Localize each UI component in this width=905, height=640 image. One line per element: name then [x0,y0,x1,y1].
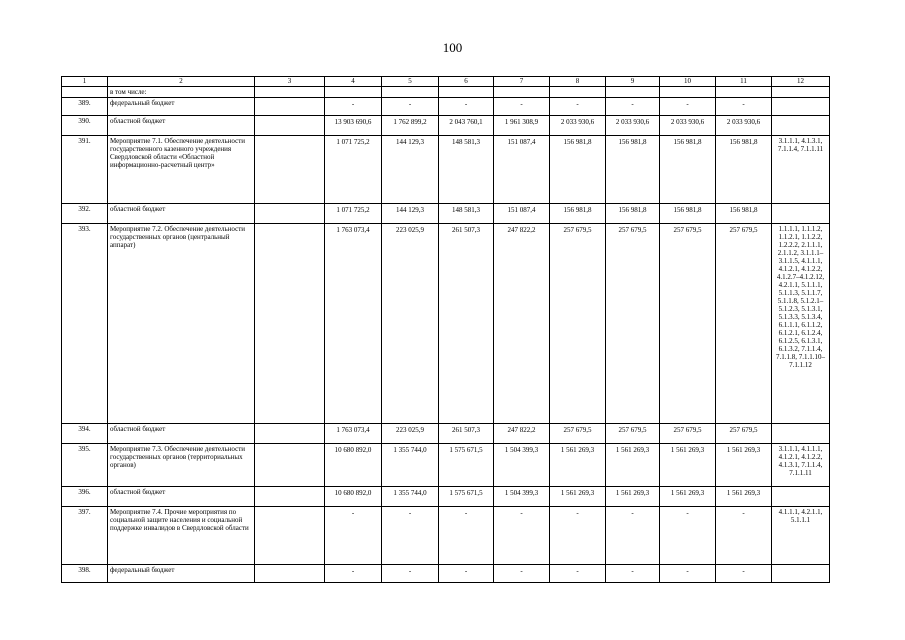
item-name-cell: областной бюджет [108,204,255,224]
amount-cell: - [550,565,606,583]
column-3-cell [255,204,325,224]
amount-cell: 1 762 899,2 [382,116,439,136]
amount-cell: - [660,565,716,583]
amount-cell [660,87,716,98]
amount-cell: 2 033 930,6 [606,116,660,136]
amount-cell: 2 033 930,6 [660,116,716,136]
target-reference-cell: 3.1.1.1, 4.1.1.1, 4.1.2.1, 4.1.2.2, 4.1.3.1, 7.1.1.4, 7.1.1.11 [772,444,830,487]
target-reference-cell [772,87,830,98]
amount-cell: 257 679,5 [660,424,716,444]
amount-cell [716,87,772,98]
target-reference-cell: 4.1.1.1, 4.2.1.1, 5.1.1.1 [772,507,830,565]
table-row [62,116,830,136]
amount-cell: - [494,507,550,565]
item-name-cell: в том числе: [108,87,255,98]
amount-cell: - [382,507,439,565]
row-number-cell: 395. [62,444,108,487]
column-header: 3 [255,77,325,87]
item-name-cell: федеральный бюджет [108,565,255,583]
amount-cell: - [550,98,606,116]
amount-cell: 1 561 269,3 [550,487,606,507]
amount-cell: - [606,507,660,565]
column-header: 1 [62,77,108,87]
row-number-cell [62,87,108,98]
table-row [62,87,830,98]
amount-cell: 261 507,3 [439,424,494,444]
column-header: 9 [606,77,660,87]
amount-cell: - [382,565,439,583]
amount-cell: 148 581,3 [439,136,494,204]
amount-cell: 156 981,8 [550,204,606,224]
item-name-cell: областной бюджет [108,487,255,507]
target-reference-cell: 3.1.1.1, 4.1.3.1, 7.1.1.4, 7.1.1.11 [772,136,830,204]
amount-cell: - [325,98,382,116]
amount-cell: 151 087,4 [494,136,550,204]
amount-cell: - [325,565,382,583]
amount-cell: 1 504 399,3 [494,444,550,487]
amount-cell: 156 981,8 [550,136,606,204]
row-number-cell: 393. [62,224,108,424]
item-name-cell: Мероприятие 7.3. Обеспечение деятельности государственных органов (территориальных органов) [108,444,255,487]
amount-cell: 1 561 269,3 [660,444,716,487]
column-header: 2 [108,77,255,87]
amount-cell: 1 561 269,3 [716,487,772,507]
amount-cell: 1 561 269,3 [550,444,606,487]
target-reference-cell [772,204,830,224]
column-header: 12 [772,77,830,87]
column-3-cell [255,487,325,507]
amount-cell: 156 981,8 [716,204,772,224]
amount-cell: 10 680 892,0 [325,444,382,487]
column-3-cell [255,136,325,204]
amount-cell: 156 981,8 [716,136,772,204]
row-number-cell: 394. [62,424,108,444]
amount-cell: 257 679,5 [606,224,660,424]
amount-cell: 2 043 760,1 [439,116,494,136]
amount-cell: 1 763 073,4 [325,424,382,444]
amount-cell: - [550,507,606,565]
amount-cell: 1 504 399,3 [494,487,550,507]
amount-cell: - [606,98,660,116]
amount-cell: - [716,98,772,116]
row-number-cell: 397. [62,507,108,565]
amount-cell: 257 679,5 [660,224,716,424]
amount-cell: - [439,507,494,565]
target-reference-cell [772,565,830,583]
column-3-cell [255,507,325,565]
amount-cell: 1 071 725,2 [325,136,382,204]
amount-cell: 257 679,5 [716,424,772,444]
amount-cell: 151 087,4 [494,204,550,224]
amount-cell: 13 903 690,6 [325,116,382,136]
amount-cell: 257 679,5 [716,224,772,424]
target-reference-cell: 1.1.1.1, 1.1.1.2, 1.1.2.1, 1.1.2.2, 1.2.2.2, 2.1.1.1, 2.1.1.2, 3.1.1.1– 3.1.1.5, 4.1.1.1, 4.1.2.1, 4.1.2.2, 4.1.2.7–4.1.2.12, 4.2.1.1, 5.1.1.1, 5.1.1.3, 5.1.1.7, 5.1.1.8, 5.1.2.1– 5.1.2.3, 5.1.3.1, 5.1.3.3, 5.1.3.4, 6.1.1.1, 6.1.1.2, 6.1.2.1, 6.1.2.4, 6.1.2.5, 6.1.3.1, 6.1.3.2, 7.1.1.4, 7.1.1.8, 7.1.1.10– 7.1.1.12 [772,224,830,424]
column-3-cell [255,565,325,583]
row-number-cell: 390. [62,116,108,136]
amount-cell: 1 561 269,3 [660,487,716,507]
column-header: 6 [439,77,494,87]
amount-cell: 2 033 930,6 [716,116,772,136]
amount-cell: 1 575 671,5 [439,444,494,487]
amount-cell: 1 763 073,4 [325,224,382,424]
target-reference-cell [772,424,830,444]
amount-cell: 223 025,9 [382,224,439,424]
amount-cell: - [439,565,494,583]
table-row [62,136,830,204]
amount-cell: 1 355 744,0 [382,444,439,487]
amount-cell: 257 679,5 [550,224,606,424]
amount-cell: - [325,507,382,565]
row-number-cell: 391. [62,136,108,204]
amount-cell: 1 561 269,3 [716,444,772,487]
column-3-cell [255,424,325,444]
item-name-cell: областной бюджет [108,116,255,136]
target-reference-cell [772,116,830,136]
table-row [62,424,830,444]
column-3-cell [255,87,325,98]
row-number-cell: 396. [62,487,108,507]
column-header: 10 [660,77,716,87]
amount-cell: 261 507,3 [439,224,494,424]
amount-cell: 156 981,8 [660,136,716,204]
amount-cell: 1 071 725,2 [325,204,382,224]
column-3-cell [255,98,325,116]
budget-table [61,76,830,583]
item-name-cell: Мероприятие 7.4. Прочие мероприятия по социальной защите населения и социальной поддержке инвалидов в Свердловской области [108,507,255,565]
amount-cell: - [716,565,772,583]
column-header: 4 [325,77,382,87]
column-3-cell [255,116,325,136]
amount-cell: 156 981,8 [660,204,716,224]
amount-cell: 1 575 671,5 [439,487,494,507]
amount-cell: 1 355 744,0 [382,487,439,507]
amount-cell: 2 033 930,6 [550,116,606,136]
amount-cell: - [439,98,494,116]
amount-cell: 1 961 308,9 [494,116,550,136]
column-header: 7 [494,77,550,87]
item-name-cell: областной бюджет [108,424,255,444]
row-number-cell: 392. [62,204,108,224]
amount-cell [606,87,660,98]
amount-cell: 257 679,5 [550,424,606,444]
item-name-cell: федеральный бюджет [108,98,255,116]
amount-cell: 10 680 892,0 [325,487,382,507]
target-reference-cell [772,487,830,507]
row-number-cell: 389. [62,98,108,116]
amount-cell: 156 981,8 [606,204,660,224]
amount-cell: 247 822,2 [494,224,550,424]
amount-cell: - [382,98,439,116]
target-reference-cell [772,98,830,116]
column-header: 8 [550,77,606,87]
amount-cell [382,87,439,98]
amount-cell: 1 561 269,3 [606,444,660,487]
amount-cell: 1 561 269,3 [606,487,660,507]
column-header: 11 [716,77,772,87]
amount-cell: 223 025,9 [382,424,439,444]
table-row [62,98,830,116]
amount-cell: - [606,565,660,583]
table-row [62,487,830,507]
column-header: 5 [382,77,439,87]
table-row [62,565,830,583]
item-name-cell: Мероприятие 7.2. Обеспечение деятельности государственных органов (центральный аппарат) [108,224,255,424]
amount-cell: - [660,507,716,565]
amount-cell: 144 129,3 [382,136,439,204]
amount-cell [550,87,606,98]
amount-cell: 257 679,5 [606,424,660,444]
amount-cell: 148 581,3 [439,204,494,224]
table-row [62,507,830,565]
amount-cell: - [494,98,550,116]
row-number-cell: 398. [62,565,108,583]
amount-cell [494,87,550,98]
amount-cell: - [660,98,716,116]
amount-cell [325,87,382,98]
item-name-cell: Мероприятие 7.1. Обеспечение деятельности государственного казенного учреждения Свердловской области «Областной информационно-расчетный центр» [108,136,255,204]
amount-cell: - [716,507,772,565]
amount-cell: 156 981,8 [606,136,660,204]
column-3-cell [255,444,325,487]
amount-cell: 247 822,2 [494,424,550,444]
table-row [62,204,830,224]
amount-cell: - [494,565,550,583]
amount-cell [439,87,494,98]
table-header-row [62,77,830,87]
column-3-cell [255,224,325,424]
page-number: 100 [442,40,463,55]
table-row [62,224,830,424]
amount-cell: 144 129,3 [382,204,439,224]
table-row [62,444,830,487]
